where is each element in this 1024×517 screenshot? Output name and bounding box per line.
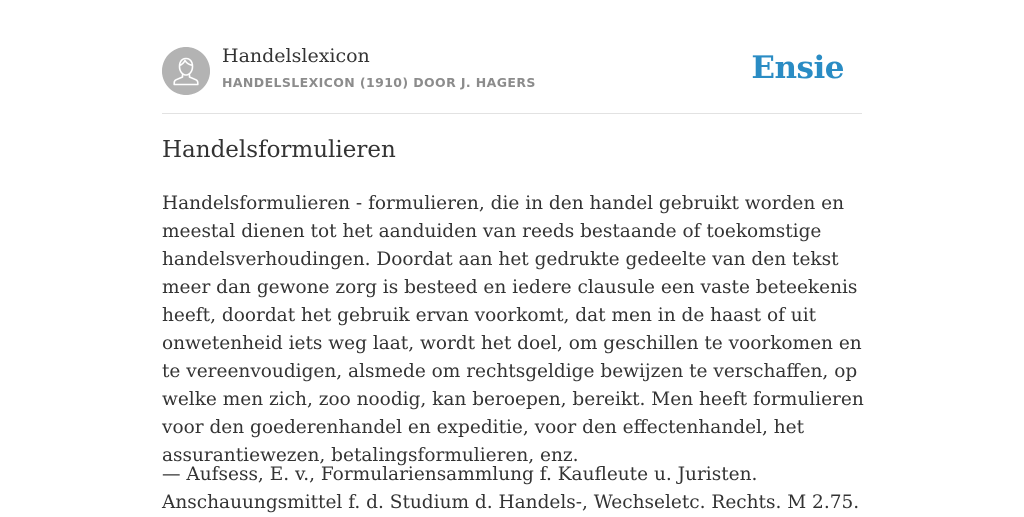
source-name-link[interactable]: Handelslexicon [222, 45, 370, 67]
article-reference: — Aufsess, E. v., Formulariensammlung f. Kaufleute u. Juristen. Anschauungsmittel f. d. Studium d. Handels-, Wechseletc. Rechts. M 2.75. [162, 464, 860, 513]
user-icon[interactable] [162, 47, 210, 95]
source-header [162, 0, 862, 114]
article-title: Handelsformulieren [162, 137, 396, 163]
article-body: Handelsformulieren - formulieren, die in den handel gebruikt worden en meestal dienen tot het aanduiden van reeds bestaande of toekomstige handelsverhoudingen. Doordat aan het gedrukte gedeelte van den tekst meer dan gewone zorg is besteed en iedere clausule een vaste beteekenis heeft, doordat het gebruik ervan voorkomt, dat men in de haast of uit onwetenheid iets weg laat, wordt het doel, om geschillen te voorkomen en te vereenvoudigen, alsmede om rechtsgeldige bewijzen te verschaffen, op welke men zich, zoo noodig, kan beroepen, bereikt. Men heeft formulieren voor den goederenhandel en expeditie, voor den effectenhandel, het assurantiewezen, betalingsformulieren, enz. [162, 193, 864, 466]
source-subtitle[interactable]: HANDELSLEXICON (1910) DOOR J. HAGERS [222, 75, 536, 90]
brand-logo[interactable]: Ensie [751, 50, 844, 86]
page-content [162, 0, 864, 513]
